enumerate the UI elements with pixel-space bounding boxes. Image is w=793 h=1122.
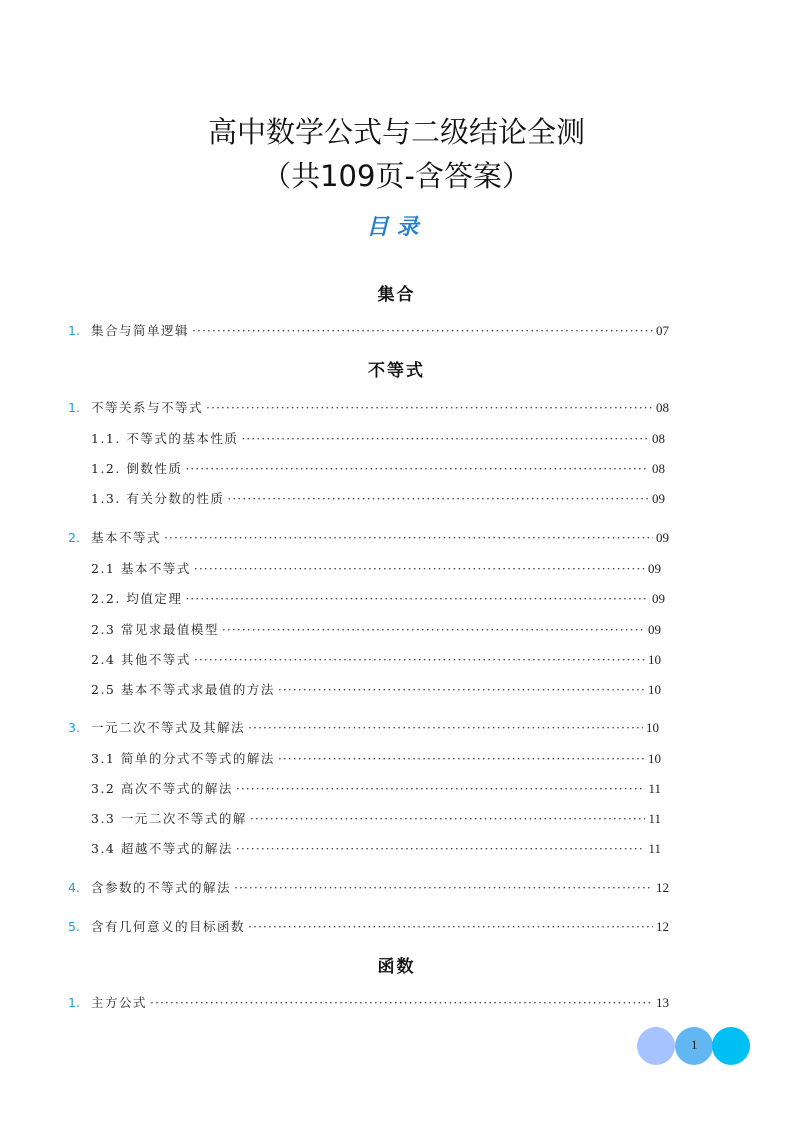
toc-subentry[interactable]: 2.4 其他不等式 ····· 10	[91, 650, 661, 668]
section-title-sets: 集合	[377, 285, 416, 305]
decorative-circle-left	[637, 1027, 675, 1065]
toc-subentry[interactable]: 2.3 常见求最值模型 ····· 09	[91, 620, 661, 638]
toc-subentry[interactable]: 3.1 简单的分式不等式的解法 ····· 10	[91, 749, 661, 767]
toc-subentry[interactable]: 1.2. 倒数性质 ····· 08	[91, 459, 665, 477]
toc-subentry[interactable]: 1.1. 不等式的基本性质 ····· 08	[91, 429, 665, 447]
toc-entry[interactable]: 1. 主方公式 ····· 13	[68, 993, 669, 1011]
document-subtitle: （共109页-含答案）	[262, 159, 531, 193]
toc-entry[interactable]: 3. 一元二次不等式及其解法 ····· 10	[68, 718, 659, 736]
toc-entry[interactable]: 1. 不等关系与不等式 ····· 08	[68, 398, 669, 416]
section-title-functions: 函数	[377, 957, 416, 977]
toc-entry[interactable]: 2. 基本不等式 ····· 09	[68, 528, 669, 546]
toc-subentry[interactable]: 3.4 超越不等式的解法 ····· 11	[91, 839, 661, 857]
toc-heading: 目录	[366, 214, 427, 240]
toc-subentry[interactable]: 2.1 基本不等式 ····· 09	[91, 559, 661, 577]
toc-entry[interactable]: 1. 集合与简单逻辑 ····· 07	[68, 321, 669, 339]
toc-subentry[interactable]: 2.5 基本不等式求最值的方法 ····· 10	[91, 680, 661, 698]
toc-subentry[interactable]: 3.2 高次不等式的解法 ····· 11	[91, 779, 661, 797]
decorative-circle-right	[712, 1027, 750, 1065]
page-number: 1	[691, 1037, 698, 1052]
toc-entry[interactable]: 5. 含有几何意义的目标函数 ····· 12	[68, 917, 669, 935]
toc-subentry[interactable]: 2.2. 均值定理 ····· 09	[91, 589, 665, 607]
toc-subentry[interactable]: 3.3 一元二次不等式的解 ····· 11	[91, 809, 661, 827]
toc-subentry[interactable]: 1.3. 有关分数的性质 ····· 09	[91, 489, 665, 507]
document-title: 高中数学公式与二级结论全测	[207, 115, 585, 149]
toc-entry[interactable]: 4. 含参数的不等式的解法 ····· 12	[68, 878, 669, 896]
section-title-inequality: 不等式	[368, 361, 425, 381]
